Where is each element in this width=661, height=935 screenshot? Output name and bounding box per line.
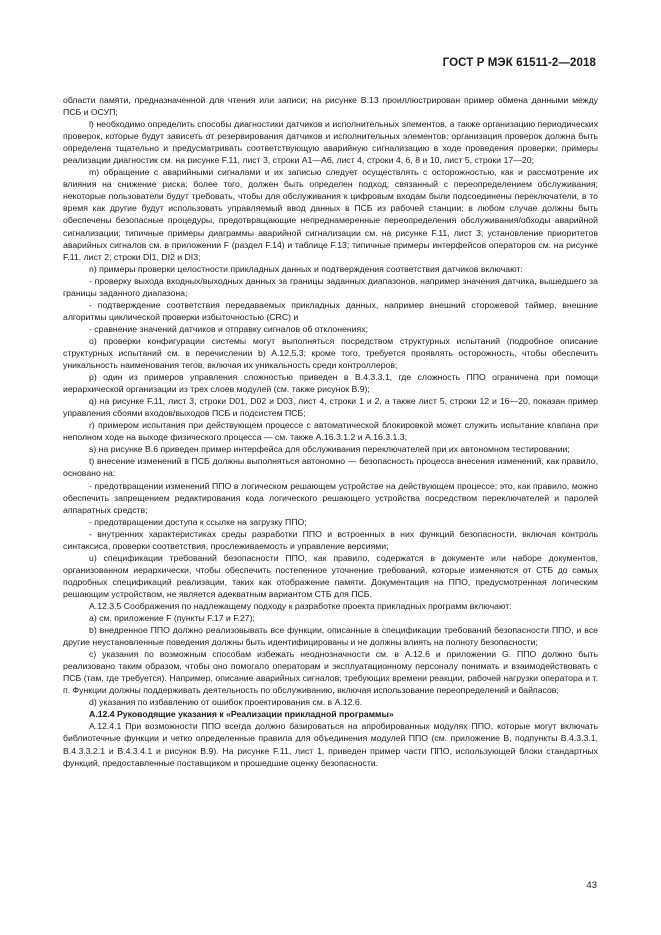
paragraph: l) необходимо определить способы диагностики датчиков и исполнительных элементов, а также организацию периодических проверок, которые будут зависеть от резервирования датчиков и исполнительных элементов; организация проверок должна быть определена тщательно и предусматривать соответствующую аварийную сигнализацию в ходе проведения проверки; примеры реализации диагностик см. на рисунке F.11, лист 3, строки A1—A6, лист 4, строки 4, 6, 8 и 10, лист 5, строки 17—20; [63,119,598,166]
paragraph: m) обращение с аварийными сигналами и их записью следует осуществлять с осторожностью, как и рассмотрение их влияния на снижение риска; более того, должен быть определен подход, связанный с переопределением обслуживания; некоторые пользователи будут требовать, чтобы для обслуживания к цифровым входам были подсоединены переключатели, в то время как другие будут использовать управляемый ввод данных в ПСБ из рабочей станции; в любом случае должны быть обеспечены безопасные процедуры, предотвращающие непреднамеренные переопределения обслуживания/обходы аварийной сигнализации; типичные примеры диаграммы аварийной сигнализации см. на рисунке F.11, лист 3; установление приоритетов аварийных сигналов см. в приложении F (раздел F.14) и таблице F.13; типичные примеры интерфейсов операторов см. на рисунке F.11, лист 2, строки DI1, DI2 и DI3; [63,167,598,262]
paragraph: А.12.4.1 При возможности ППО всегда должно базироваться на апробированных модулях ППО, которые могут включать библиотечные функции и четко определенные правила для объединения модулей ППО (см. приложение В, подпункты В.4.3.3.1, В.4.3.3.2.1 и В.4.3.4.1 и рисунок В.9). На рисунке F.11, лист 1, приведен пример части ППО, использующей блоки стандартных функций, предоставленные поставщиком и прошедшие оценку безопасности. [63,721,598,768]
section-heading: А.12.4 Руководящие указания к «Реализации прикладной программы» [89,709,394,720]
paragraph: - подтверждение соответствия передаваемых прикладных данных, например внешний сторожевой таймер, внешние алгоритмы циклической проверки избыточностью (CRC) и [63,299,598,322]
document-header: ГОСТ Р МЭК 61511-2—2018 [442,57,596,69]
paragraph: a) см. приложение F (пункты F.17 и F.27); [89,613,255,624]
paragraph: r) примером испытания при действующем процессе с автоматической блокировкой может служить испытание клапана при неполном ходе на выходе физического процесса — см. также А.16.3.1.2 и А.16.3.1.3; [63,420,598,443]
paragraph: - внутренних характеристиках среды разработки ППО и встроенных в них функций безопасности, включая контроль синтаксиса, проверки соответствия, прослеживаемость и управление версиями; [63,528,598,551]
paragraph: - предотвращении изменений ППО в логическом решающем устройстве на действующем процессе; это, как правило, можно обеспечить запрещением редактирования кода логического решающего устройства посредством переключателей и паролей аппаратных средств; [63,480,598,515]
paragraph: - проверку выхода входных/выходных данных за границы заданных диапазонов, например значения датчика, вышедшего за границы заданного диапазона; [63,275,598,298]
document-body [63,94,598,769]
paragraph: c) указания по возможным способам избежать неоднозначности см. в А.12.6 и приложении G. ППО должно быть реализовано таким образом, чтобы оно помогало операторам и эксплуатационному персоналу понимать и взаимодействовать с ПСБ (там, где требуется). Например, описание аварийных сигналов, требующих времени реакции, рабочей нагрузки оператора и т. п. Функции должны поддерживать деятельность по обслуживанию, включая использование переопределений и байпасов; [63,649,598,696]
paragraph: n) примеры проверки целостности прикладных данных и подтверждения соответствия датчиков включают: [89,263,523,274]
paragraph: t) внесение изменений в ПСБ должны выполняться автономно — безопасность процесса внесения изменений, как правило, основано на: [63,456,598,479]
page-number: 43 [586,880,597,891]
paragraph: u) спецификации требований безопасности ППО, как правило, содержатся в документе или наборе документов, организованном иерархически, чтобы обеспечить постепенное уточнение требований, которые изменяются от СТБ до самых подробных спецификаций реализации, таких как отображение памяти. Документация на ППО, предусмотренная логическим решающим устройством, не является адекватным вариантом СТБ для ПСБ. [63,552,598,599]
paragraph: p) один из примеров управления сложностью приведен в В.4.3.3.1, где сложность ППО ограничена при помощи иерархической организации из трех слоев модулей (см. также рисунок В.9); [63,372,598,395]
paragraph: q) на рисунке F.11, лист 3, строки D01, D02 и D03, лист 4, строки 1 и 2, а также лист 5, строки 12 и 16—20, показан пример управления сбоями входов/выходов ПСБ и подсистем ПСБ; [63,396,598,419]
paragraph: b) внедренное ППО должно реализовывать все функции, описанные в спецификации требований безопасности ППО, и все другие неустановленные поведения должны быть идентифицированы и не должны влиять на полноту безопасности; [63,625,598,648]
paragraph: s) на рисунке В.6 приведен пример интерфейса для обслуживания переключателей при их автономном тестировании; [89,444,570,455]
paragraph: o) проверки конфигурации системы могут выполняться посредством структурных испытаний (подробное описание структурных испытаний см. в перечислении b) А.12.5.3; кроме того, требуется проявлять осторожность, чтобы обеспечить уникальность наименования тегов, включая их уникальность среди контроллеров; [63,335,598,371]
paragraph: А.12.3.5 Соображения по надлежащему подходу к разработке проекта прикладных программ включают: [89,600,512,611]
paragraph: - сравнение значений датчиков и отправку сигналов об отклонениях; [89,323,369,334]
paragraph: области памяти, предназначенной для чтения или записи; на рисунке В.13 проиллюстрирован пример обмена данными между ПСБ и ОСУП; [63,95,598,118]
paragraph: d) указания по избавлению от ошибок проектирования см. в А.12.6. [89,697,363,708]
paragraph: - предотвращении доступа к ссылке на загрузку ППО; [89,516,307,527]
